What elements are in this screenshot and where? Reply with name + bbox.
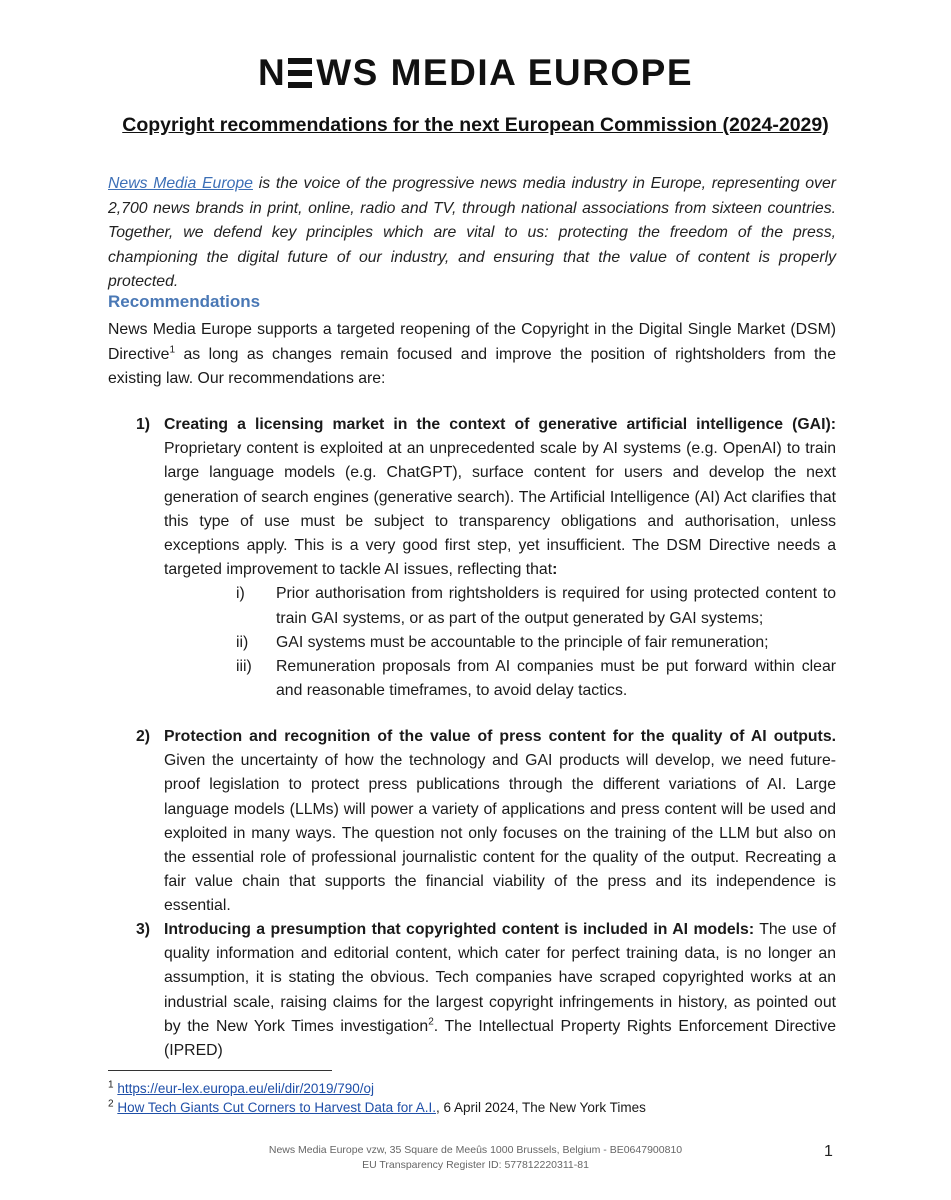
item-lead: Protection and recognition of the value of press content for the quality of AI outputs. bbox=[164, 728, 836, 745]
item-body bbox=[164, 725, 836, 919]
footer-address: News Media Europe vzw, 35 Square de Meeûs 1000 Brussels, Belgium - BE0647900810 bbox=[268, 1144, 683, 1156]
sub-item-text: Remuneration proposals from AI companies must be put forward within clear and reasonable timeframes, to avoid delay tactics. bbox=[276, 658, 836, 700]
item-body bbox=[164, 918, 836, 1063]
document-title: Copyright recommendations for the next European Commission (2024-2029) bbox=[122, 114, 829, 136]
footnote-number: 1 bbox=[108, 1079, 114, 1091]
recommendations-intro-text-b: as long as changes remain focused and improve the position of rightsholders from the existing law. Our recommendations are: bbox=[108, 345, 836, 387]
footnote-text: , 6 April 2024, The New York Times bbox=[435, 1100, 646, 1115]
footnote-link[interactable]: How Tech Giants Cut Corners to Harvest Data for A.I. bbox=[117, 1100, 436, 1115]
sub-item bbox=[164, 631, 836, 655]
item-text: Proprietary content is exploited at an unprecedented scale by AI systems (e.g. OpenAI) to train large language models (e.g. ChatGPT), surface content for users and develop the next generation of search engines (generative search). The Artificial Intelligence (AI) Act clarifies that this type of use must be subject to transparency obligations and authorisation, unless exceptions apply. This is a very good first step, yet insufficient. The DSM Directive needs a targeted improvement to tackle AI issues, reflecting that bbox=[164, 440, 836, 579]
recommendation-item-1 bbox=[108, 413, 836, 703]
footnote-1 bbox=[108, 1080, 374, 1098]
logo-text: WS MEDIA EUROPE bbox=[316, 52, 693, 93]
item-text-continued: . The Intellectual Property Rights Enforcement Directive (IPRED) bbox=[164, 1017, 836, 1060]
item-text: Given the uncertainty of how the technology and GAI products will develop, we need future-proof legislation to protect press publications through the different variations of AI. Large language models (LLMs) will power a variety of applications and press content will be used and exploited in many ways. The question not only focuses on the training of the LLM but also on the essential role of professional journalistic content for the quality of the output. Recreating a fair value chain that supports the financial viability of the press and its independence is essential. bbox=[164, 752, 836, 915]
item-number: 3) bbox=[136, 921, 151, 938]
item-tail: : bbox=[552, 561, 558, 579]
sub-item-number: i) bbox=[236, 585, 245, 603]
intro-paragraph bbox=[108, 172, 836, 295]
recommendations-intro bbox=[108, 318, 836, 392]
intro-link[interactable]: News Media Europe bbox=[108, 175, 253, 192]
organization-logo bbox=[0, 52, 951, 94]
page-number: 1 bbox=[824, 1143, 833, 1160]
item-number: 1) bbox=[136, 416, 151, 433]
sub-item-number: iii) bbox=[236, 658, 252, 676]
recommendations-heading: Recommendations bbox=[108, 292, 261, 311]
footer-register-id: EU Transparency Register ID: 577812220311-81 bbox=[362, 1159, 589, 1171]
intro-text: is the voice of the progressive news media industry in Europe, representing over 2,700 news brands in print, online, radio and TV, through national associations from sixteen countries. Together, we defend key principles which are vital to us: protecting the freedom of the press, championing the digital future of our industry, and ensuring that the value of content is properly protected. bbox=[108, 175, 836, 290]
page-footer bbox=[0, 1143, 951, 1173]
logo-e-stripes-icon bbox=[288, 58, 314, 88]
footnote-number: 2 bbox=[108, 1098, 114, 1110]
sub-item-text: Prior authorisation from rightsholders is required for using protected content to train GAI systems, or as part of the output generated by GAI systems; bbox=[276, 585, 836, 627]
item-text: The use of quality information and editorial content, which cater for perfect training data, is no longer an assumption, it is stating the obvious. Tech companies have scraped copyrighted works at an industrial scale, raising claims for the largest copyright infringements in history, as pointed out by the New York Times investigation bbox=[164, 921, 836, 1035]
recommendation-item-3 bbox=[108, 918, 836, 1063]
sub-item bbox=[164, 582, 836, 630]
footnote-2 bbox=[108, 1099, 646, 1117]
item-lead: Introducing a presumption that copyrighted content is included in AI models: bbox=[164, 921, 755, 938]
item-number: 2) bbox=[136, 728, 151, 745]
item-body bbox=[164, 413, 836, 582]
recommendation-item-2 bbox=[108, 725, 836, 919]
footnote-ref-1[interactable]: 1 bbox=[169, 344, 176, 356]
footnote-divider bbox=[108, 1070, 332, 1071]
item-lead: Creating a licensing market in the context of generative artificial intelligence (GAI): bbox=[164, 416, 836, 433]
sub-item-number: ii) bbox=[236, 633, 249, 651]
sub-list bbox=[164, 582, 836, 703]
footnote-link[interactable]: https://eur-lex.europa.eu/eli/dir/2019/790/oj bbox=[117, 1081, 374, 1096]
sub-item bbox=[164, 655, 836, 703]
logo-letter-n: N bbox=[258, 52, 287, 93]
sub-item-text: GAI systems must be accountable to the principle of fair remuneration; bbox=[276, 633, 769, 651]
footnote-ref-2[interactable]: 2 bbox=[428, 1016, 434, 1028]
recommendations-intro-text-a: News Media Europe supports a targeted reopening of the Copyright in the Digital Single Market (DSM) Directive bbox=[108, 321, 836, 363]
